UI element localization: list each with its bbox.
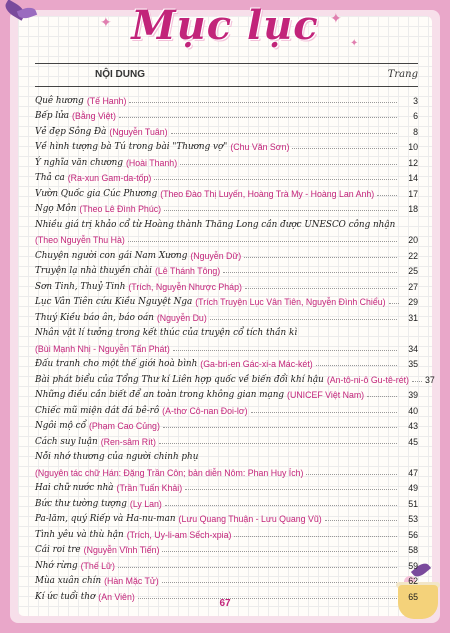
entry-page: 25 [408,266,418,276]
entry-title: Nhiều giá trị khảo cổ từ Hoàng thành Thăng Long cần được UNESCO công nhận [35,219,396,230]
toc-entry[interactable] [35,168,418,184]
toc-entry[interactable] [35,431,418,447]
dot-leader [162,582,397,583]
dot-leader [165,505,397,506]
dot-leader [164,210,397,211]
entry-author: (Lưu Quang Thuận - Lưu Quang Vũ) [178,514,322,524]
toc-entry[interactable] [35,385,418,401]
dot-leader [234,536,397,537]
entry-title: Ngọ Môn [35,204,77,214]
entry-page: 47 [408,467,418,478]
entry-page: 14 [408,173,418,183]
entry-author: (Theo Nguyễn Thu Hà) [35,235,125,245]
entry-author: (Trích, Nguyễn Nhược Pháp) [128,281,242,292]
entry-title: Truyện lạ nhà thuyền chài [35,266,152,276]
toc-entry[interactable] [35,447,418,463]
entry-title: Về hình tượng bà Tú trong bài "Thương vợ" [35,142,228,152]
dot-leader [128,241,397,242]
toc-entry[interactable] [35,524,418,540]
entry-title: Vẻ đẹp Sông Đà [35,126,107,137]
entry-author: (Ren-sâm Rít) [100,436,156,447]
toc-entry[interactable] [35,369,435,385]
content-column-label: NỘI DUNG [95,68,145,80]
entry-author: (Thế Lữ) [80,560,115,571]
entry-author: (UNICEF Việt Nam) [287,390,365,400]
entry-author: (An Viên) [98,591,135,602]
entry-page: 58 [408,545,418,555]
toc-entry[interactable] [35,106,418,122]
entry-title: Đấu tranh cho một thế giới hoà bình [35,359,198,369]
entry-title: Bếp lửa [35,111,70,121]
toc-entry[interactable] [35,183,418,199]
toc-entry[interactable] [35,354,418,370]
entry-page: 10 [408,142,418,152]
entry-author: (Nguyễn Tuân) [109,126,168,137]
dot-leader [251,412,397,413]
dot-leader [245,288,397,289]
entry-page: 27 [408,281,418,292]
header-rule-top [35,63,418,64]
entry-author: (Chu Văn Sơn) [230,142,290,152]
entry-page: 49 [408,483,418,493]
entry-title: Nhân vật lí tưởng trong kết thúc của truyện cổ tích thần kì [35,328,298,338]
entry-title: Bài phát biểu của Tổng Thư kí Liên hợp quốc về biến đổi khí hậu [35,374,324,385]
entry-title: Những điều cần biết để an toàn trong không gian mạng [35,390,285,400]
entry-page: 12 [408,157,418,168]
entry-page: 39 [408,390,418,400]
page-number: 67 [219,598,231,609]
toc-entry[interactable] [35,245,418,261]
entry-title: Cách suy luận [35,436,98,447]
entry-page: 62 [408,576,418,586]
entry-author: (Ga-bri-en Gác-xi-a Mác-két) [200,359,313,369]
entry-author: (Nguyễn Dữ) [190,250,242,261]
entry-title: Chuyện người con gái Nam Xương [35,250,188,261]
entry-title: Sơn Tinh, Thuỷ Tinh [35,281,126,292]
entry-page: 37 [424,374,435,385]
toc-entry[interactable] [35,121,418,137]
entry-page: 35 [408,359,418,369]
entry-page: 56 [408,529,418,540]
entry-page: 40 [408,405,418,416]
entry-author: (Bằng Việt) [72,111,116,121]
entry-author: (Trích, Uy-li-am Sếch-xpia) [126,529,232,540]
sparkle-icon: ✦ [330,10,342,26]
entry-author: (Theo Lê Đình Phúc) [79,204,162,214]
toc-entry[interactable] [35,571,418,587]
entry-title: Thả ca [35,173,65,183]
dot-leader [162,551,397,552]
toc-entry[interactable] [35,338,418,354]
dot-leader [163,427,397,428]
dot-leader [129,102,397,103]
dot-leader [119,117,397,118]
entry-title: Hai chữ nước nhà [35,483,114,493]
dot-leader [185,489,397,490]
entry-page: 65 [408,591,418,602]
entry-page: 43 [408,421,418,431]
toc-entry[interactable] [35,555,418,571]
dot-leader [377,195,397,196]
page-title: Mục lục [131,2,319,49]
dot-leader [367,396,397,397]
toc-entry[interactable] [35,137,418,153]
entry-author: (Nguyên tác chữ Hán: Đặng Trần Côn; bản diễn Nôm: Phan Huy Ích) [35,467,304,478]
dot-leader [316,365,397,366]
toc-entry[interactable] [35,214,418,230]
entry-title: Chiếc mũ miện dát đá bê-rô [35,405,160,416]
entry-page: 59 [408,560,418,571]
toc-entry[interactable] [35,400,418,416]
dot-leader [325,520,397,521]
entry-title: Mùa xuân chín [35,576,102,586]
toc-entry[interactable] [35,540,418,556]
entry-author: (Trần Tuấn Khải) [116,483,183,493]
entry-author: (Lê Thánh Tông) [154,266,221,276]
toc-entry[interactable] [35,152,418,168]
sparkle-icon: ✦ [350,38,359,49]
table-of-contents [35,90,435,602]
entry-title: Kí ức tuổi thơ [35,591,96,602]
entry-title: Ý nghĩa văn chương [35,157,123,168]
dot-leader [292,148,397,149]
entry-author: (Ly Lan) [129,498,162,509]
entry-title: Quê hương [35,95,84,106]
entry-author: (Bùi Mạnh Nhị - Nguyễn Tấn Phát) [35,343,170,354]
entry-page: 34 [408,343,418,354]
entry-author: (Hoài Thanh) [125,157,178,168]
entry-page: 20 [408,235,418,245]
dot-leader [180,164,397,165]
toc-entry[interactable] [35,416,418,432]
toc-entry[interactable] [35,478,418,494]
entry-author: (Nguyễn Vĩnh Tiến) [83,545,160,555]
entry-page: 18 [408,204,418,214]
entry-title: Ngôi mộ cổ [35,421,86,431]
dot-leader [210,319,397,320]
entry-title: Vườn Quốc gia Cúc Phương [35,188,158,199]
entry-author: (An-tô-ni-ô Gu-tê-rét) [326,374,409,385]
dot-leader [412,381,422,382]
entry-author: (Nguyễn Du) [156,312,207,323]
entry-title: Lục Vân Tiên cứu Kiều Nguyệt Nga [35,297,193,307]
entry-page: 6 [413,111,418,121]
entry-page: 45 [408,436,418,447]
dot-leader [173,350,397,351]
entry-title: Tình yêu và thù hận [35,529,124,540]
dot-leader [171,133,397,134]
entry-author: (Phạm Cao Củng) [88,421,160,431]
toc-entry[interactable] [35,90,418,106]
dot-leader [159,443,397,444]
dot-leader [244,257,397,258]
dot-leader [223,272,397,273]
entry-page: 3 [413,95,418,106]
entry-page: 53 [408,514,418,524]
entry-author: (A-thơ Cô-nan Đoi-lơ) [162,405,248,416]
entry-page: 22 [408,250,418,261]
dot-leader [118,567,397,568]
entry-author: (Tế Hanh) [86,95,127,106]
entry-page: 8 [413,126,418,137]
entry-title: Nhớ rừng [35,560,78,571]
toc-entry[interactable] [35,292,418,308]
entry-author: (Ra-xun Gam-da-tốp) [67,173,152,183]
page-column-label: Trang [387,68,418,80]
dot-leader [154,179,397,180]
toc-entry[interactable] [35,493,418,509]
dot-leader [138,598,397,599]
entry-page: 31 [408,312,418,323]
entry-title: Cái roi tre [35,545,81,555]
toc-entry[interactable] [35,509,418,525]
toc-entry[interactable] [35,230,418,246]
entry-author: (Theo Đào Thị Luyến, Hoàng Trà My - Hoàng Lan Anh) [160,188,375,199]
toc-entry[interactable] [35,462,418,478]
entry-page: 17 [408,188,418,199]
toc-entry[interactable] [35,276,418,292]
entry-title: Thuý Kiều báo ân, báo oán [35,312,154,323]
entry-page: 29 [408,297,418,307]
toc-entry[interactable] [35,199,418,215]
entry-page: 51 [408,498,418,509]
entry-title: Pa-lăm, quý Riếp và Ha-nu-man [35,514,176,524]
toc-entry[interactable] [35,307,418,323]
entry-author: (Trích Truyện Lục Vân Tiên, Nguyễn Đình Chiểu) [195,297,386,307]
dot-leader [389,303,399,304]
entry-author: (Hàn Mặc Tử) [104,576,159,586]
entry-title: Bức thư tường tượng [35,498,127,509]
toc-entry[interactable] [35,323,418,339]
dot-leader [306,474,397,475]
header-rule-bottom [35,86,418,87]
sparkle-icon: ✦ [100,14,112,30]
toc-entry[interactable] [35,261,418,277]
toc-header [35,63,418,85]
entry-title: Nỗi nhớ thương của người chinh phụ [35,452,199,462]
